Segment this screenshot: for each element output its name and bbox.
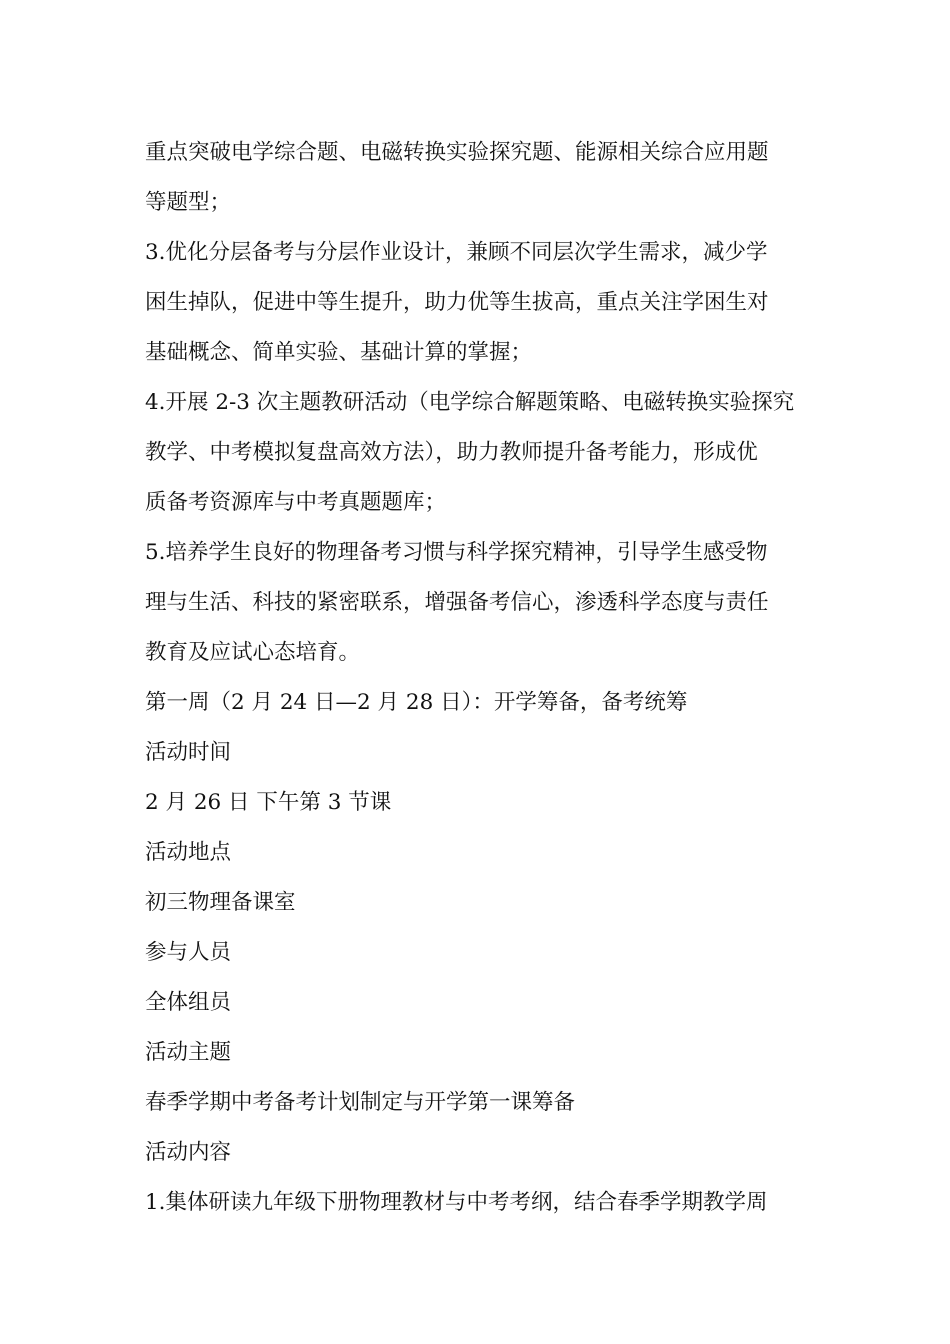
field-label: 参与人员	[145, 940, 232, 965]
text-line: 3.优化分层备考与分层作业设计，兼顾不同层次学生需求，减少学	[145, 240, 768, 265]
field-value: 春季学期中考备考计划制定与开学第一课筹备	[145, 1090, 576, 1115]
text-line: 困生掉队，促进中等生提升，助力优等生拔高，重点关注学困生对	[145, 290, 769, 315]
text-line: 等题型；	[145, 190, 232, 215]
text-line: 4.开展 2-3 次主题教研活动（电学综合解题策略、电磁转换实验探究	[145, 390, 795, 415]
field-label: 活动主题	[145, 1040, 232, 1065]
text-line: 质备考资源库与中考真题题库；	[145, 490, 447, 515]
field-label: 活动地点	[145, 840, 232, 865]
text-line: 教育及应试心态培育。	[145, 640, 361, 665]
field-value: 2 月 26 日 下午第 3 节课	[145, 790, 392, 815]
document-body	[145, 128, 810, 1228]
text-line: 理与生活、科技的紧密联系，增强备考信心，渗透科学态度与责任	[145, 590, 769, 615]
text-line: 教学、中考模拟复盘高效方法），助力教师提升备考能力，形成优	[145, 440, 758, 465]
text-line: 基础概念、简单实验、基础计算的掌握；	[145, 340, 533, 365]
field-label: 活动内容	[145, 1140, 232, 1165]
text-line: 5.培养学生良好的物理备考习惯与科学探究精神，引导学生感受物	[145, 540, 768, 565]
field-value: 全体组员	[145, 990, 232, 1015]
field-label: 活动时间	[145, 740, 232, 765]
section-heading: 第一周（2 月 24 日—2 月 28 日）：开学筹备，备考统筹	[145, 690, 688, 715]
field-value: 初三物理备课室	[145, 890, 296, 915]
text-line: 1.集体研读九年级下册物理教材与中考考纲，结合春季学期教学周	[145, 1190, 768, 1215]
text-line: 重点突破电学综合题、电磁转换实验探究题、能源相关综合应用题	[145, 140, 769, 165]
